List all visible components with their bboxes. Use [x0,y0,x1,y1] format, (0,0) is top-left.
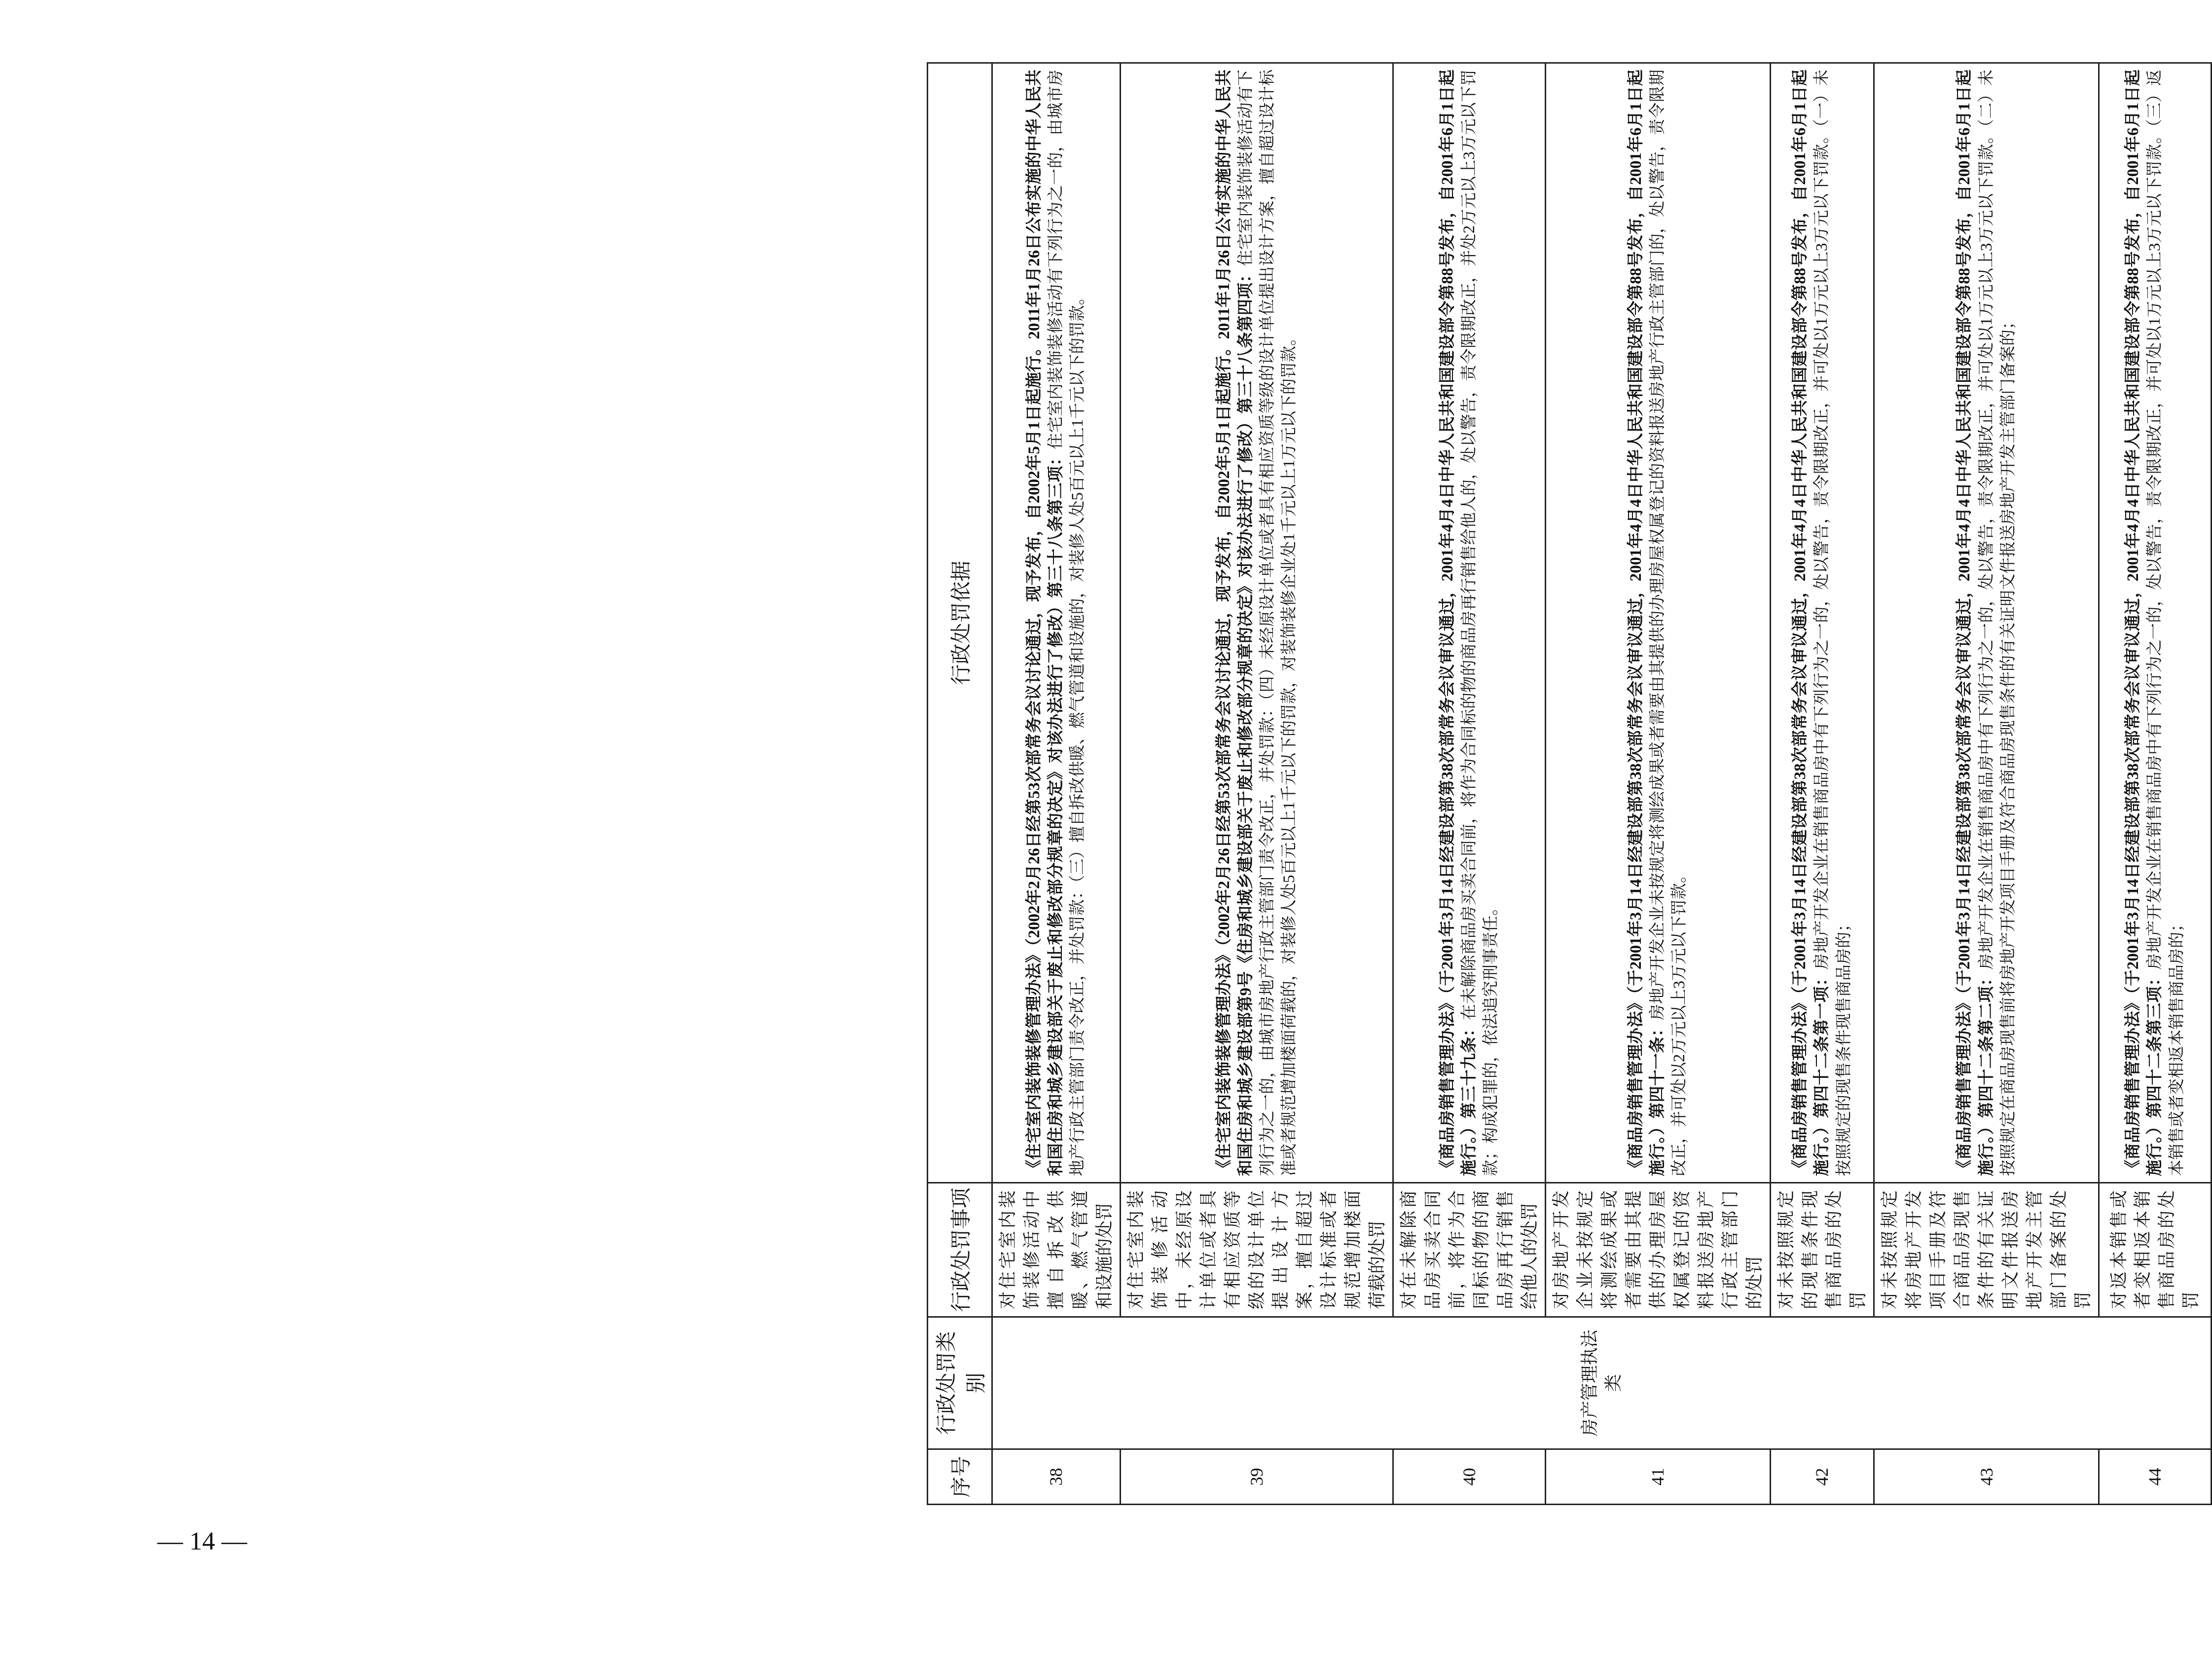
row-item: 对未按照规定的现售条件现售商品房的处罚 [1770,1183,1874,1317]
basis-text: 住宅室内装饰装修活动有下列行为之一的，由城市房地产行政主管部门责令改正，并处罚款：（四）未经原设计单位或者具有相应资质等级的设计单位提出设计方案，擅自超过设计标准或者规范增加楼面荷载的，对装修人处5百元以上1千元以下的罚款，对装饰装修企业处1千元以上1万元以下的罚款。 [1236,69,1299,1176]
row-seq: 41 [1545,1449,1770,1505]
row-basis [1545,63,1770,1183]
row-basis [2099,63,2211,1183]
table-row [1120,63,1393,1505]
basis-text: 在未解除商品房买卖合同前，将作为合同标的物的商品房再行销售给他人的，处以警告，责令限期改正，并处2万元以上3万元以下罚款；构成犯罪的，依法追究刑事责任。 [1460,69,1500,1176]
table-row [1770,63,1874,1505]
row-item: 对住宅室内装饰装修活动中擅自拆改供暖、燃气管道和设施的处罚 [992,1183,1121,1317]
basis-text: 房地产开发企业在销售商品房中有下列行为之一的，处以警告，责令限期改正，并可处以1万元以上3万元以下罚款。（二）未按照规定在商品房现售前将房地产开发项目手册及符合商品房现售条件的有关证明文件报送房地产开发主管部门备案的； [1977,69,2017,1176]
basis-text: 住宅室内装饰装修活动有下列行为之一的，由城市房地产行政主管部门责令改正，并处罚款：（三）擅自拆改供暖、燃气管道和设施的，对装修人处5百元以上1千元以下的罚款。 [1047,69,1087,1176]
row-basis [1770,63,1874,1183]
basis-text: 房地产开发企业未按规定将测绘成果或者需要由其提供的办理房屋权属登记的资料报送房地产行政主管部门的，处以警告，责令限期改正，并可处以2万元以上3万元以下罚款。 [1649,69,1689,1176]
category-cell: 房产管理执法类 [992,1317,2212,1449]
row-seq: 39 [1120,1449,1393,1505]
row-basis [1393,63,1546,1183]
row-item: 对在未解除商品房买卖合同前，将作为合同标的物的商品房再行销售给他人的处罚 [1393,1183,1546,1317]
row-item: 对住宅室内装饰装修活动中，未经原设计单位或者具有相应资质等级的设计单位提出设计方案，擅自超过设计标准或者规范增加楼面荷载的处罚 [1120,1183,1393,1317]
row-seq: 40 [1393,1449,1546,1505]
table-row [1393,63,1546,1505]
header-basis: 行政处罚依据 [928,63,992,1183]
table-row [2099,63,2211,1505]
basis-source: 《商品房销售管理办法》（于2001年3月14日经建设部第38次部常务会议审议通过，2001年4月4日中华人民共和国建设部令第88号发布，自2001年6月1日起施行。）第四十二条第二项： [1956,70,1995,1176]
basis-text: 房地产开发企业在销售商品房中有下列行为之一的，处以警告，责令限期改正，并可处以1万元以上3万元以下罚款。（三）返本销售或者变相返本销售商品房的； [2146,69,2186,1176]
header-item: 行政处罚事项 [928,1183,992,1317]
table-header-row [928,63,992,1505]
header-seq: 序号 [928,1449,992,1505]
rotated-table-container [927,64,2201,1505]
row-seq: 38 [992,1449,1121,1505]
basis-source: 《商品房销售管理办法》（于2001年3月14日经建设部第38次部常务会议审议通过，2001年4月4日中华人民共和国建设部令第88号发布，自2001年6月1日起施行。）第四十二条第一项： [1791,70,1831,1176]
basis-source: 《住宅室内装饰装修管理办法》（2002年2月26日经第53次部常务会议讨论通过，现予发布，自2002年5月1日起施行。2011年1月26日公布实施的中华人民共和国住房和城乡建设部关于废止和修改部分规章的决定》对该办法进行了修改）第三十八条第三项： [1025,70,1065,1176]
row-basis [1120,63,1393,1183]
row-basis [1874,63,2099,1183]
basis-text: 房地产开发企业在销售商品房中有下列行为之一的，处以警告，责令限期改正，并可处以1万元以上3万元以下罚款。（一）未按照规定的现售条件现售商品房的； [1813,69,1853,1176]
table-row [1874,63,2099,1505]
row-basis [992,63,1121,1183]
table-row [1545,63,1770,1505]
row-item: 对房地产开发企业未按规定将测绘成果或者需要由其提供的办理房屋权属登记的资料报送房地产行政主管部门的处罚 [1545,1183,1770,1317]
row-item: 对未按照规定将房地产开发项目手册及符合商品房现售条件的有关证明文件报送房地产开发主管部门备案的处罚 [1874,1183,2099,1317]
header-category: 行政处罚类别 [928,1317,992,1449]
row-item: 对返本销售或者变相返本销售商品房的处罚 [2099,1183,2211,1317]
basis-source: 《住宅室内装饰装修管理办法》（2002年2月26日经第53次部常务会议讨论通过，现予发布，自2002年5月1日起施行。2011年1月26日公布实施的中华人民共和国住房和城乡建设部第9号《住房和城乡建设部关于废止和修改部分规章的决定》对该办法进行了修改）第三十八条第四项： [1215,70,1255,1176]
basis-source: 《商品房销售管理办法》（于2001年3月14日经建设部第38次部常务会议审议通过，2001年4月4日中华人民共和国建设部令第88号发布，自2001年6月1日起施行。）第四十二条第三项： [2124,70,2164,1176]
basis-source: 《商品房销售管理办法》（于2001年3月14日经建设部第38次部常务会议审议通过，2001年4月4日中华人民共和国建设部令第88号发布，自2001年6月1日起施行。）第四十一条： [1627,70,1667,1176]
basis-source: 《商品房销售管理办法》（于2001年3月14日经建设部第38次部常务会议审议通过，2001年4月4日中华人民共和国建设部令第88号发布，自2001年6月1日起施行。）第三十九条： [1438,70,1478,1176]
row-seq: 42 [1770,1449,1874,1505]
penalty-table [927,62,2212,1505]
row-seq: 44 [2099,1449,2211,1505]
row-seq: 43 [1874,1449,2099,1505]
table-row [992,63,1121,1505]
page-number: — 14 — [157,1527,247,1555]
